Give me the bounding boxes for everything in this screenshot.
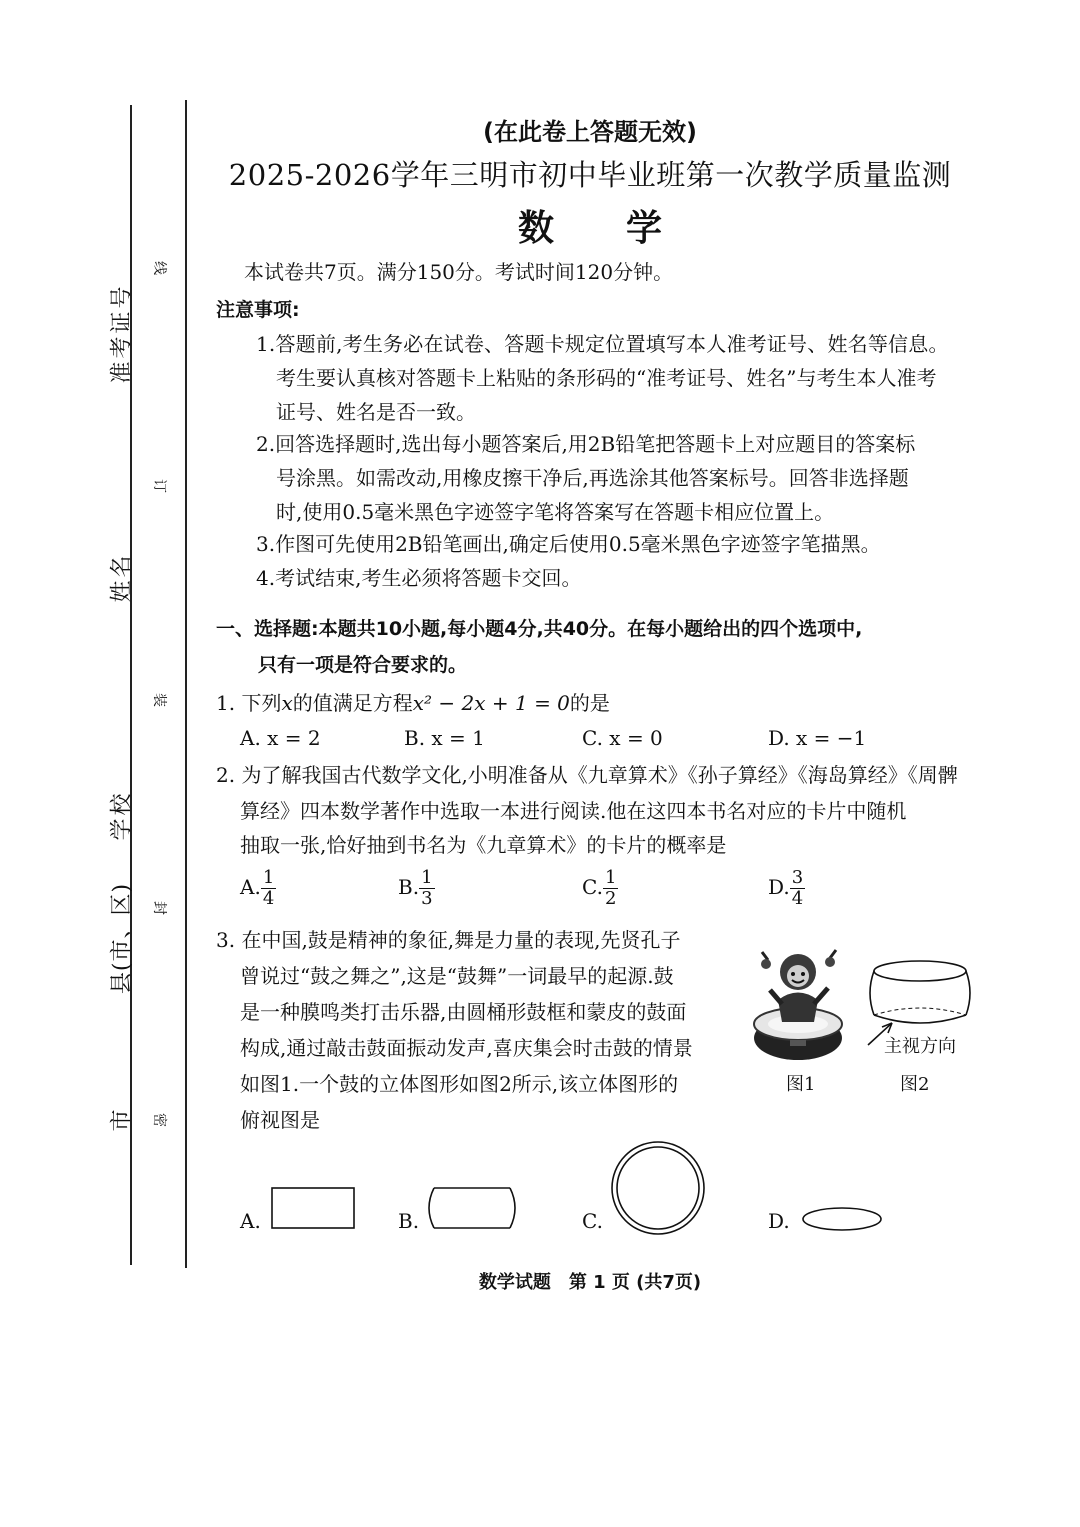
county-label: 县(市、区) [109,882,135,995]
seal-word-ding: 订 [151,479,167,493]
instruction-2-line-2: 号涂黑。如需改动,用橡皮擦干净后,再选涂其他答案标号。回答非选择题 [276,466,909,490]
seal-word-mi: 密 [151,1113,167,1127]
figure-2-caption: 图2 [900,1074,930,1095]
q2-option-c-fraction [603,868,618,909]
admission-number-label: 准考证号 [109,283,135,384]
question-1-stem [216,686,610,720]
q3-option-a-rectangle-shape [270,1186,356,1230]
instruction-2-line-3: 时,使用0.5毫米黑色字迹签字笔将答案写在答题卡相应位置上。 [276,500,835,524]
q3-option-d[interactable]: D. [768,1209,790,1233]
instruction-2-line-1: 2.回答选择题时,选出每小题答案后,用2B铅笔把答题卡上对应题目的答案标 [256,432,916,456]
figure-1-drum-dancer-image [748,930,848,1066]
q2-stem-line-2: 算经》四本数学著作中选取一本进行阅读.他在这四本书名对应的卡片中随机 [240,799,907,823]
seal-word-feng: 封 [151,901,167,915]
q1-stem-part-a: 1. 下列 [216,691,282,715]
view-direction-label: 主视方向 [884,1036,956,1057]
instruction-4: 4.考试结束,考生必须将答题卡交回。 [256,566,582,590]
name-label: 姓名 [109,552,135,603]
page-footer: 数学试题 第 1 页 (共7页) [478,1272,702,1293]
q3-option-d-ellipse-shape [800,1204,884,1234]
school-label: 学校 [109,790,135,841]
q3-option-b[interactable]: B. [398,1209,420,1233]
q2-option-a[interactable] [240,868,276,909]
instruction-1-line-2: 考生要认真核对答题卡上粘贴的条形码的“准考证号、姓名”与考生本人准考 [276,366,937,390]
q3-stem-line-2: 曾说过“鼓之舞之”,这是“鼓舞”一词最早的起源.鼓 [240,964,674,988]
exam-intro: 本试卷共7页。满分150分。考试时间120分钟。 [244,260,674,284]
seal-word-xian: 线 [151,261,167,275]
q2-option-c-label: C. [582,875,603,899]
q2-option-d-fraction [790,868,805,909]
q2-option-d-label: D. [768,875,790,899]
section-1-heading-line-2: 只有一项是符合要求的。 [258,654,468,676]
q2-option-b-label: B. [398,875,420,899]
q3-stem-line-4: 构成,通过敲击鼓面振动发声,喜庆集会时击鼓的情景 [240,1036,693,1060]
q2-stem-line-3: 抽取一张,恰好抽到书名为《九章算术》的卡片的概率是 [240,833,727,857]
q2-c-denominator: 2 [604,888,617,909]
q3-option-c[interactable]: C. [582,1209,603,1233]
q1-option-d[interactable]: D. x = −1 [768,726,867,750]
exam-title: 2025-2026学年三明市初中毕业班第一次教学质量监测 [228,158,952,192]
q1-variable: x [281,691,293,715]
section-1-heading-line-1: 一、选择题:本题共10小题,每小题4分,共40分。在每小题给出的四个选项中, [216,618,863,640]
q3-option-b-barrel-shape [424,1184,520,1232]
q2-a-numerator: 1 [262,867,275,888]
figure-1-caption: 图1 [786,1074,816,1095]
q1-stem-part-c: 的是 [569,691,610,715]
q2-c-numerator: 1 [604,867,617,888]
city-label: 市 [109,1109,135,1132]
q2-option-d[interactable] [768,868,805,909]
instructions-title: 注意事项: [216,299,300,321]
q3-option-a[interactable]: A. [240,1209,261,1233]
q2-a-denominator: 4 [262,888,275,909]
instruction-3: 3.作图可先使用2B铅笔画出,确定后使用0.5毫米黑色字迹签字笔描黑。 [256,532,881,556]
seal-word-zhuang: 装 [151,693,167,707]
q2-option-a-fraction [261,868,276,909]
q2-option-a-label: A. [240,875,261,899]
invalid-notice: (在此卷上答题无效) [483,118,697,146]
q3-stem-line-3: 是一种膜鸣类打击乐器,由圆桶形鼓框和蒙皮的鼓面 [240,1000,687,1024]
q2-option-b-fraction [419,868,434,909]
q3-option-c-double-circle-shape [610,1140,706,1236]
q1-option-c[interactable]: C. x = 0 [582,726,663,750]
q3-stem-line-6: 俯视图是 [240,1108,320,1132]
q2-stem-line-1: 2. 为了解我国古代数学文化,小明准备从《九章算术》《孙子算经》《海岛算经》《周髀 [216,763,958,787]
q2-d-denominator: 4 [791,888,804,909]
instruction-1-line-1: 1.答题前,考生务必在试卷、答题卡规定位置填写本人准考证号、姓名等信息。 [256,332,949,356]
q2-option-b[interactable] [398,868,435,909]
subject-title: 数 学 [517,208,662,249]
q2-option-c[interactable] [582,868,618,909]
q1-equation: x² − 2x + 1 = 0 [412,691,570,715]
q3-stem-line-1: 3. 在中国,鼓是精神的象征,舞是力量的表现,先贤孔子 [216,928,681,952]
q3-stem-line-5: 如图1.一个鼓的立体图形如图2所示,该立体图形的 [240,1072,679,1096]
q2-b-denominator: 3 [421,888,433,909]
q1-option-a[interactable]: A. x = 2 [240,726,321,750]
q1-option-b[interactable]: B. x = 1 [404,726,485,750]
q2-b-numerator: 1 [421,867,433,888]
q2-d-numerator: 3 [791,867,804,888]
binding-line-inner [185,100,187,1268]
q1-stem-part-b: 的值满足方程 [292,691,413,715]
instruction-1-line-3: 证号、姓名是否一致。 [276,400,476,424]
